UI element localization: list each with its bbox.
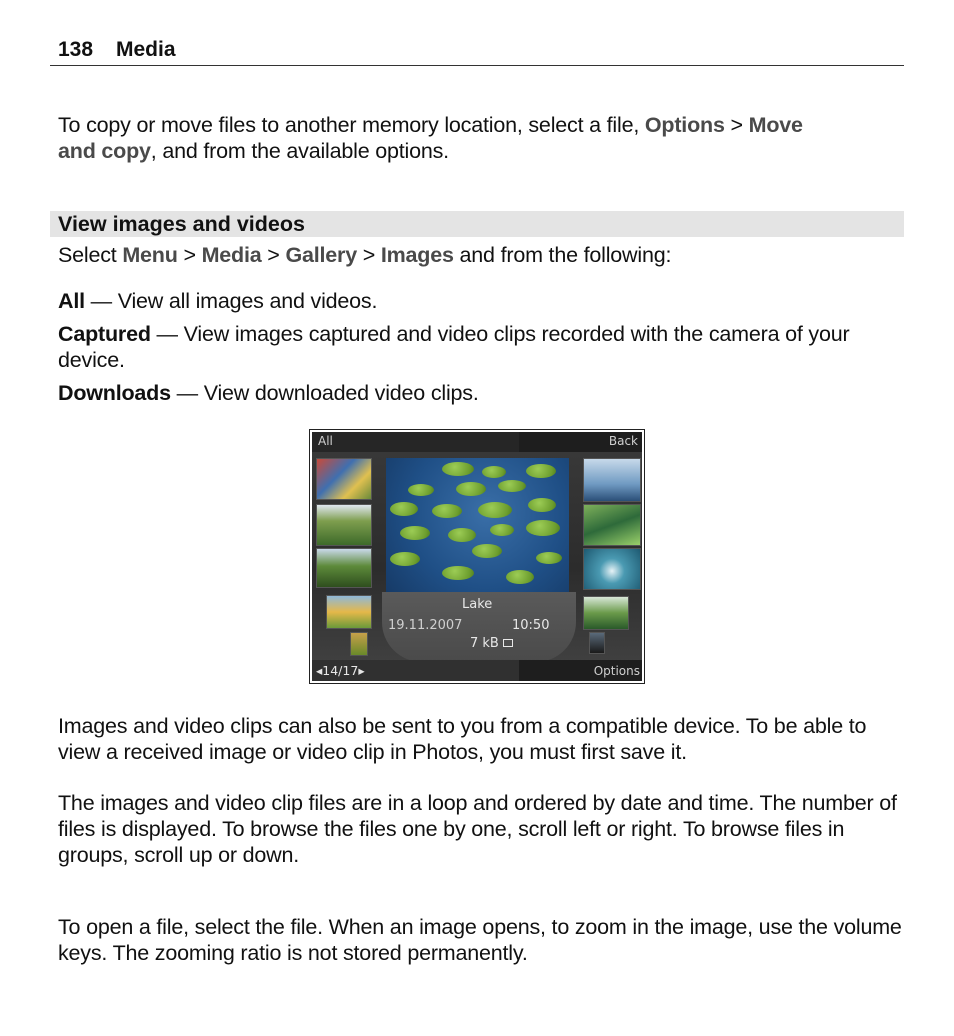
- image-title: Lake: [462, 597, 493, 612]
- separator: >: [356, 243, 381, 267]
- section-heading: View images and videos: [58, 212, 305, 236]
- left-softkey-all[interactable]: All: [318, 434, 333, 448]
- paragraph-received: Images and video clips can also be sent to you from a compatible device. To be able to view a received image or video clip in Photos, you must first save it.: [58, 714, 867, 764]
- page-header: [50, 37, 904, 66]
- paragraph-open-file: To open a file, select the file. When an image opens, to zoom in the image, use the volume keys. The zooming ratio is not stored permanently.: [58, 915, 902, 965]
- gallery-ref: Gallery: [285, 243, 357, 267]
- gallery-screenshot: [309, 429, 645, 684]
- select-tail: and from the following:: [453, 243, 672, 267]
- media-ref: Media: [201, 243, 262, 267]
- intro-text-end: , and from the available options.: [150, 139, 449, 163]
- page-number: 138: [58, 38, 94, 61]
- menu-ref: Menu: [122, 243, 178, 267]
- image-date: 19.11.2007: [388, 618, 463, 633]
- chapter-title: Media: [116, 38, 176, 61]
- thumbnail-image[interactable]: [316, 548, 372, 588]
- thumbnail-image[interactable]: [350, 632, 368, 656]
- move-ref: Move: [748, 113, 803, 137]
- counter-value: 14/17: [322, 663, 359, 678]
- thumbnail-image[interactable]: [583, 596, 629, 630]
- select-text: Select: [58, 243, 123, 267]
- paragraph-loop: The images and video clip files are in a loop and ordered by date and time. The number of files is displayed. To browse the files one by one, scroll left or right. To browse files in groups, scroll up or down.: [58, 791, 897, 867]
- image-counter[interactable]: [316, 663, 365, 678]
- options-softkey[interactable]: Options: [593, 664, 640, 678]
- memory-card-icon: [503, 639, 513, 647]
- thumbnail-image[interactable]: [583, 504, 641, 546]
- selected-image-lake[interactable]: [386, 458, 569, 594]
- option-term: Downloads: [58, 381, 171, 405]
- thumbnail-image[interactable]: [583, 458, 641, 502]
- separator: >: [724, 113, 749, 137]
- and-copy-ref: and copy: [58, 139, 151, 163]
- thumbnail-image[interactable]: [326, 595, 372, 629]
- thumbnail-image[interactable]: [316, 458, 372, 500]
- option-desc: — View downloaded video clips.: [170, 381, 479, 405]
- option-captured: [58, 321, 888, 373]
- image-time: 10:50: [512, 618, 550, 633]
- options-menu-ref: Options: [644, 113, 725, 137]
- separator: >: [177, 243, 202, 267]
- option-all: [58, 288, 908, 314]
- right-softkey-back[interactable]: Back: [608, 434, 638, 448]
- option-downloads: [58, 380, 908, 406]
- image-size: 7 kB: [470, 636, 499, 651]
- top-softkey-bar: [312, 432, 642, 452]
- option-term: All: [58, 289, 85, 313]
- thumbnail-image[interactable]: [316, 504, 372, 546]
- scroll-right-icon[interactable]: ▸: [358, 663, 365, 678]
- images-ref: Images: [380, 243, 454, 267]
- option-desc: — View all images and videos.: [84, 289, 378, 313]
- separator: >: [261, 243, 286, 267]
- thumbnail-image[interactable]: [589, 632, 605, 654]
- option-term: Captured: [58, 322, 151, 346]
- intro-text: To copy or move files to another memory location, select a file,: [58, 113, 645, 137]
- phone-screen: [312, 432, 642, 681]
- intro-paragraph: [58, 112, 908, 164]
- thumbnail-image[interactable]: [583, 548, 641, 590]
- option-desc: — View images captured and video clips recorded with the camera of your device.: [58, 322, 850, 372]
- scroll-left-icon[interactable]: ◂: [316, 663, 323, 678]
- select-instruction: [58, 242, 908, 268]
- section-heading-bar: [50, 211, 904, 237]
